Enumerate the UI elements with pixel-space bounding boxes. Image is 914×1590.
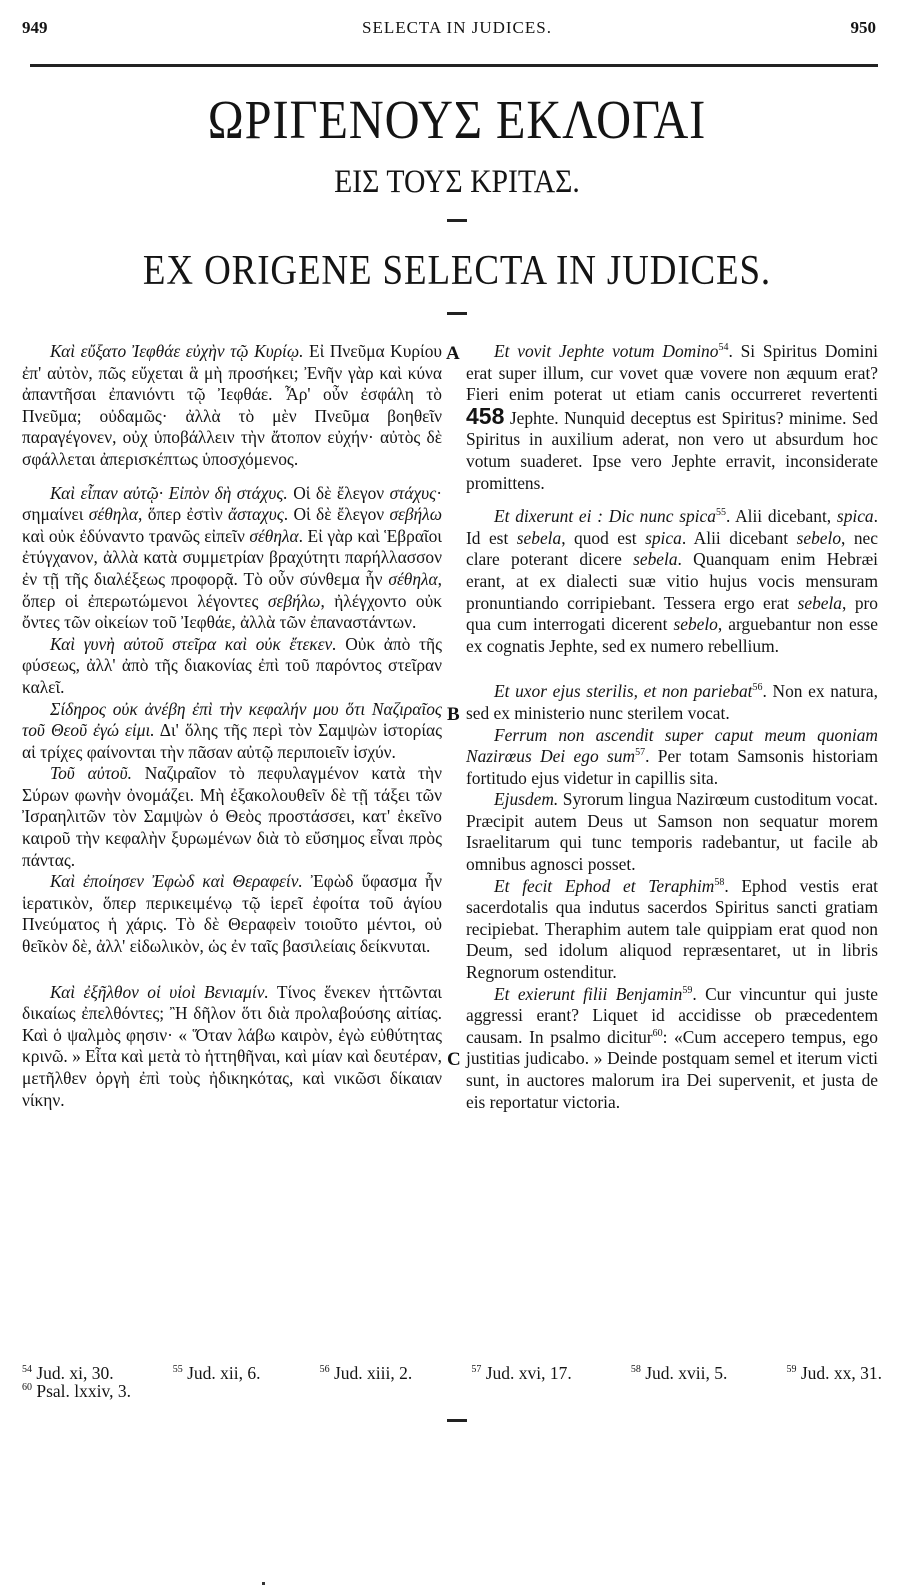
italic-term: sebelo bbox=[796, 527, 842, 548]
lemma: Τοῦ αὐτοῦ. bbox=[50, 763, 132, 784]
footnote-text: Jud. xii, 6. bbox=[182, 1363, 261, 1383]
title-divider bbox=[447, 219, 467, 222]
footnotes bbox=[22, 1364, 882, 1400]
latin-paragraph bbox=[466, 876, 878, 984]
paragraph-text: , arguebantur non esse ex cognatis Jephte, sed ex numero rebellium. bbox=[466, 614, 878, 656]
lemma: Et vovit Jephte votum Domino bbox=[494, 341, 719, 361]
footnote-number: 58 bbox=[630, 1364, 641, 1376]
footnote-row bbox=[22, 1382, 882, 1400]
running-title: SELECTA IN JUDICES. bbox=[361, 18, 552, 37]
footnote-number: 54 bbox=[22, 1364, 32, 1376]
latin-column bbox=[466, 341, 878, 1113]
footnote-number: 60 bbox=[22, 1382, 32, 1394]
lemma: Καὶ ἐξῆλθον οἱ υἱοὶ Βενιαμίν. bbox=[50, 981, 269, 1002]
greek-paragraph bbox=[22, 341, 442, 471]
margin-letter-b: B bbox=[447, 704, 460, 725]
paragraph-text: καὶ οὐκ ἐδύναντο τρανῶς εἰπεῖν bbox=[22, 525, 250, 546]
paragraph-text: Εἰ Πνεῦμα Κυρίου ἐπ' αὐτὸν, πῶς εὔχεται ἃ μὴ προσήκει; Ἐνῆν γὰρ καὶ κύνα ἀπαντῆσαι ἐπανιόντι τῷ Ἰεφθάε. Ἆρ' οὖν ἐσφάλη τὸ Πνεῦμα; οὐδαμῶς· ἀλλὰ τὸ μὲν Πνεῦμα βοηθεῖν παραγέγονεν, οὐχ ὑποβάλλειν τὴν ἄτοπον εὐχήν· αὐτὸς δὲ σφάλλεται ἀπερισκέπτως ὑποσχόμενος. bbox=[22, 341, 443, 469]
margin-letter-a: A bbox=[446, 343, 460, 364]
paragraph-text: Οὐκ ἀπὸ τῆς φύσεως, ἀλλ' ἀπὸ τῆς διακονίας ἐπὶ τοῦ παρόντος στεῖραν καλεῖ. bbox=[22, 633, 442, 697]
latin-paragraph bbox=[466, 789, 878, 875]
greek-paragraph bbox=[22, 982, 442, 1112]
footnote bbox=[471, 1364, 571, 1382]
paragraph-text: . Εἰ γὰρ καὶ Ἑβραῖοι ἐτύγχανον, ἀλλὰ κατὰ συμμετρίαν βραχύτητι παρήλλασσον ἐν τῇ τῆς διαλέξεως προφορᾷ. Τὸ οὖν σύνθεμα ἦν bbox=[22, 525, 442, 589]
lemma: Καὶ ἐποίησεν Ἐφὼδ καὶ Θεραφείν. bbox=[50, 871, 303, 892]
lemma: Et exierunt filii Benjamin bbox=[494, 983, 683, 1004]
latin-paragraph bbox=[466, 984, 878, 1114]
footnote bbox=[173, 1364, 261, 1382]
lemma: Et fecit Ephod et Teraphim bbox=[494, 875, 715, 896]
footnote-number: 56 bbox=[319, 1364, 330, 1376]
header-rule bbox=[30, 64, 878, 67]
italic-term: στάχυς bbox=[389, 482, 437, 503]
paragraph-text: . Non ex natura, sed ex ministerio nunc sterilem vocat. bbox=[466, 681, 878, 723]
paragraph-text: Jephte. Nunquid deceptus est Spiritus? minime. Sed Spiritus in auxilium aderat, non vero ut absurdum hoc votum suaderet. Ipse vero Jephte erravit, inconsiderate promittens. bbox=[466, 407, 878, 493]
footnote-number: 57 bbox=[471, 1364, 482, 1376]
greek-paragraph bbox=[22, 483, 442, 634]
lemma: Καὶ γυνὴ αὐτοῦ στεῖρα καὶ οὐκ ἔτεκεν. bbox=[50, 633, 337, 654]
paragraph-text: : «Cum accepero tempus, ego justitias judicabo. » Deinde postquam semel et iterum victi sunt, in auctores malorum ira Dei supervenit, et justa de eis reportatur victoria. bbox=[466, 1026, 879, 1112]
footnote bbox=[22, 1364, 114, 1382]
title-divider bbox=[447, 312, 467, 315]
footnote-ref: 54 bbox=[718, 342, 729, 354]
italic-term: σέθηλα bbox=[249, 525, 299, 546]
footnote bbox=[786, 1364, 882, 1382]
italic-term: sebelo bbox=[673, 614, 718, 635]
paragraph-text: Οἱ δὲ ἔλεγον bbox=[287, 482, 390, 503]
latin-title: EX ORIGENE SELECTA IN JUDICES. bbox=[142, 248, 772, 294]
lemma: Ferrum non ascendit super caput meum quoniam Nazirœus Dei ego sum bbox=[466, 724, 878, 767]
italic-term: sebela bbox=[633, 549, 678, 570]
italic-term: ἄσταχυς bbox=[228, 504, 284, 525]
paragraph-text: , quod est bbox=[561, 527, 646, 548]
paragraph-text: . Per totam Samsonis historiam fortitudo ejus videtur in capillis sita. bbox=[466, 746, 879, 788]
paragraph-text: , nec clare poterant dicere bbox=[466, 527, 878, 570]
paragraph-text: . Cur vincuntur qui juste aggressi erant? Liquet id accidisse ob præcedentem causam. In psalmo dicitur bbox=[466, 983, 878, 1047]
footnote-text: Psal. lxxiv, 3. bbox=[32, 1381, 132, 1401]
paragraph-text: . Quanquam enim Hebræi erant, at ex dialecti suæ vitio hujus vocis mensuram pronuntiando corripiebant. Tessera ergo erat bbox=[466, 549, 878, 613]
paragraph-text: . Id est bbox=[466, 506, 878, 548]
paragraph-text: . Alii dicebant, bbox=[725, 506, 837, 527]
latin-paragraph bbox=[466, 681, 878, 724]
lemma: Σίδηρος οὐκ ἀνέβη ἐπὶ τὴν κεφαλήν μου ὅτι Ναζιραῖος τοῦ Θεοῦ ἐγώ εἰμι. bbox=[22, 698, 442, 741]
footnote-text: Jud. xvi, 17. bbox=[481, 1363, 572, 1383]
paragraph-text: , ὅπερ ἐστὶν bbox=[138, 504, 229, 525]
italic-term: σεβήλω bbox=[267, 590, 321, 611]
greek-paragraph bbox=[22, 699, 442, 764]
paragraph-text: Ναζιραῖον τὸ πεφυλαγμένον κατὰ τὴν Σύρων φωνὴν ὀνομάζει. Μὴ ἐξακολουθεῖν δὲ τῇ τάξει τῶν Ἰσραηλιτῶν τὸν Σαμψὼν ὁ Θεὸς προστάσσει, κατ' ἐκεῖνο καιροῦ τὴν κεφαλὴν ξυρωμένων διὰ τὸ εὔσημος εἶναι πρὸς πάντας. bbox=[22, 763, 442, 870]
paragraph-text: Syrorum lingua Nazirœum custoditum vocat. Præcipit autem Deus ut Samson non sequatur morem Israelitarum qui tunc temporis radebantur, ut facile ab omnibus agnosci posset. bbox=[466, 789, 878, 875]
footnote bbox=[320, 1364, 413, 1382]
paragraph-text: , ὅπερ οἱ ἐπερωτώμενοι λέγοντες bbox=[22, 568, 442, 611]
lemma: Et uxor ejus sterilis, et non pariebat bbox=[494, 681, 753, 702]
footnote-text: Jud. xiii, 2. bbox=[329, 1363, 413, 1383]
greek-paragraph bbox=[22, 634, 442, 699]
paragraph-text: · σημαίνει bbox=[22, 482, 442, 525]
page-number-right: 950 bbox=[850, 18, 876, 37]
footnote-text: Jud. xvii, 5. bbox=[640, 1363, 728, 1383]
greek-subtitle: ΕΙΣ ΤΟΥΣ ΚΡΙΤΑΣ. bbox=[334, 164, 580, 200]
latin-paragraph bbox=[466, 341, 878, 494]
lemma: Et dixerunt ei : Dic nunc spica bbox=[494, 506, 716, 527]
footnote-ref: 58 bbox=[714, 876, 725, 888]
footnote-text: Jud. xi, 30. bbox=[32, 1363, 114, 1383]
footnote-number: 59 bbox=[786, 1364, 797, 1376]
paragraph-text: Δι' ὅλης τῆς περὶ τὸν Σαμψὼν ἱστορίας αἱ τρίχες φαίνονται τὴν πᾶσαν αὐτῷ περιποιεῖν ἰσχύν. bbox=[22, 720, 442, 762]
paragraph-text: . Si Spiritus Domini erat super illum, cur vovet quæ vovere non æquum erat? Fieri enim poterat ut etiam canis occurreret revertenti bbox=[466, 341, 878, 405]
lemma: Ejusdem. bbox=[494, 789, 559, 810]
print-speck bbox=[262, 1582, 265, 1585]
paragraph-text: Ἐφὼδ ὕφασμα ἦν ἱερατικὸν, ὅπερ περικειμένῳ τῷ ἱερεῖ ἐφοίτα τοῦ ἁγίου Πνεύματος ἡ χάρις. Τὸ δὲ Θεραφεὶν τοιοῦτο μέντοι, οὐ θεῖκὸν δὲ, ἀλλ' εἰδωλικὸν, ὡς ἐν ταῖς βασιλείαις δείκνυται. bbox=[22, 871, 443, 957]
column-number: 458 bbox=[466, 402, 505, 429]
greek-column bbox=[22, 341, 442, 1111]
footnote-ref: 60 bbox=[652, 1028, 663, 1040]
footnote-ref: 59 bbox=[682, 984, 693, 996]
paragraph-text: . Οἱ δὲ ἔλεγον bbox=[283, 504, 390, 525]
footnote-ref: 56 bbox=[752, 682, 763, 694]
italic-term: σεβήλω bbox=[389, 504, 442, 525]
lemma: Καὶ εὔξατο Ἰεφθάε εὐχὴν τῷ Κυρίῳ. bbox=[50, 341, 304, 361]
footer-divider bbox=[447, 1419, 467, 1422]
footnote-text: Jud. xx, 31. bbox=[796, 1363, 882, 1383]
footnote-ref: 57 bbox=[635, 747, 646, 759]
paragraph-text: Τίνος ἕνεκεν ἡττῶνται δικαίως ἐπελθόντες; Ἢ δῆλον ὅτι διὰ προλαβούσης αἰτίας. Καὶ ὁ ψαλμὸς φησιν· « Ὅταν λάβω καιρὸν, ἐγὼ εὐθύτητας κρινῶ. » Εἶτα καὶ μετὰ τὸ ἡττηθῆναι, καὶ μίαν καὶ δευτέραν, μετῆλθεν ὀργὴ ἐπὶ τοὺς ἠδικηκότας, καὶ νικῶσι δίκαιαν νίκην. bbox=[22, 981, 442, 1110]
paragraph-text: . Ephod vestis erat sacerdotalis qua indutus sacerdos Spiritus sancti gratiam recipiebat. Theraphim autem tale quippiam erat quod non Deum, sed idolum aliquod repræsentaret, ut in libris Regnorum ostenditur. bbox=[466, 875, 878, 983]
italic-term: σέθηλα bbox=[88, 504, 139, 525]
footnote bbox=[631, 1364, 728, 1382]
lemma: Καὶ εἶπαν αὐτῷ· Εἰπὸν δὴ στάχυς. bbox=[50, 482, 288, 503]
footnote-row bbox=[22, 1364, 882, 1382]
footnote-number: 55 bbox=[172, 1364, 183, 1376]
italic-term: spica bbox=[645, 527, 682, 548]
margin-letter-c: C bbox=[447, 1049, 461, 1070]
paragraph-text: , ἠλέγχοντο οὐκ ὄντες τῶν οἰκείων τοῦ Ἰεφθάε, ἀλλὰ τῶν ἐπαναστάντων. bbox=[22, 590, 442, 633]
italic-term: sebela bbox=[797, 592, 843, 613]
greek-paragraph bbox=[22, 871, 442, 957]
latin-paragraph bbox=[466, 725, 878, 790]
italic-term: spica bbox=[836, 506, 874, 527]
greek-paragraph bbox=[22, 763, 442, 871]
italic-term: σέθηλα bbox=[388, 568, 438, 589]
paragraph-text: . Alii dicebant bbox=[681, 527, 797, 548]
page-number-left: 949 bbox=[22, 18, 48, 37]
italic-term: sebela bbox=[516, 527, 562, 548]
latin-paragraph bbox=[466, 506, 878, 657]
footnote-ref: 55 bbox=[715, 507, 726, 519]
footnote bbox=[22, 1381, 131, 1401]
greek-title: ΩΡΙΓΕΝΟΥΣ ΕΚΛΟΓΑΙ bbox=[207, 89, 707, 150]
paragraph-text: , pro qua cum interrogati dicerent bbox=[466, 592, 878, 635]
